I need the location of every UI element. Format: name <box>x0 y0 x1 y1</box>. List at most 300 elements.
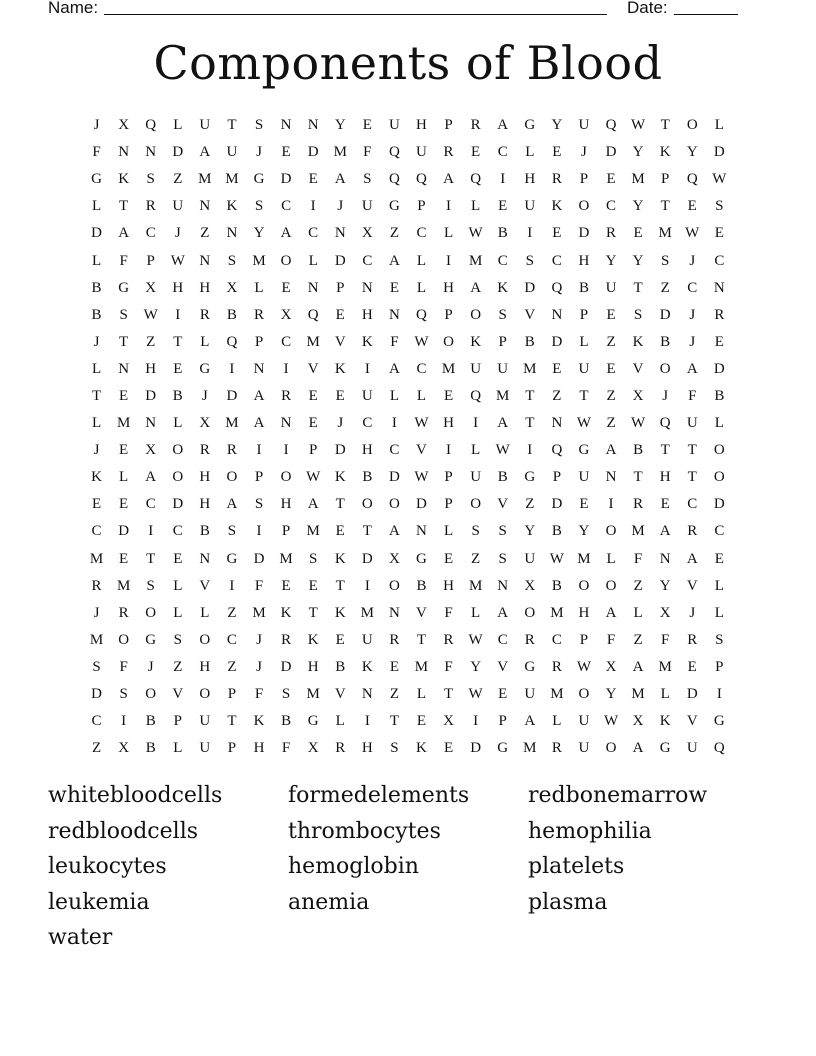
grid-letter: Q <box>388 144 400 161</box>
grid-letter: V <box>686 577 698 594</box>
grid-row <box>83 220 733 247</box>
grid-letter: P <box>498 713 507 730</box>
grid-letter: D <box>388 469 400 486</box>
grid-row <box>83 112 733 139</box>
grid-letter: H <box>199 658 211 675</box>
grid-letter: W <box>143 306 158 323</box>
grid-letter: P <box>254 333 264 350</box>
grid-letter: M <box>279 550 293 567</box>
grid-letter: A <box>686 360 698 377</box>
grid-letter: Z <box>227 658 237 675</box>
grid-letter: F <box>606 631 616 648</box>
grid-letter: Z <box>552 387 562 404</box>
grid-letter: I <box>229 360 235 377</box>
grid-letter: W <box>414 469 429 486</box>
grid-letter: L <box>471 442 481 459</box>
grid-letter: C <box>389 442 400 459</box>
grid-letter: X <box>307 740 319 757</box>
grid-letter: B <box>362 469 373 486</box>
grid-letter: H <box>307 658 319 675</box>
grid-letter: J <box>174 225 181 242</box>
grid-letter: O <box>578 686 590 703</box>
grid-letter: L <box>91 198 102 215</box>
grid-letter: J <box>201 387 208 404</box>
grid-letter: E <box>606 360 616 377</box>
grid-letter: X <box>632 387 644 404</box>
grid-letter: M <box>550 604 564 621</box>
grid-letter: Z <box>606 333 616 350</box>
grid-letter: K <box>118 171 130 188</box>
grid-letter: E <box>119 387 129 404</box>
grid-letter: U <box>361 631 373 648</box>
grid-letter: B <box>633 442 644 459</box>
grid-letter: O <box>199 686 211 703</box>
grid-letter: N <box>118 144 130 161</box>
grid-row <box>83 573 733 600</box>
grid-letter: F <box>254 686 264 703</box>
grid-letter: E <box>389 279 399 296</box>
grid-letter: S <box>119 686 128 703</box>
grid-letter: U <box>361 198 373 215</box>
grid-letter: U <box>497 360 509 377</box>
grid-letter: Q <box>713 740 725 757</box>
grid-letter: E <box>471 144 481 161</box>
grid-letter: L <box>552 713 562 730</box>
grid-letter: N <box>280 117 292 134</box>
grid-letter: H <box>253 740 265 757</box>
grid-letter: A <box>497 415 509 432</box>
grid-letter: I <box>446 198 452 215</box>
grid-letter: A <box>307 496 319 513</box>
grid-letter: K <box>416 740 427 757</box>
grid-letter: C <box>281 198 292 215</box>
grid-letter: H <box>361 442 373 459</box>
grid-letter: E <box>606 171 616 188</box>
grid-letter: E <box>633 225 643 242</box>
grid-letter: E <box>552 144 562 161</box>
grid-letter: R <box>281 387 292 404</box>
grid-row <box>83 491 733 518</box>
grid-letter: S <box>471 523 480 540</box>
grid-letter: P <box>444 496 453 513</box>
grid-letter: P <box>552 469 562 486</box>
grid-letter: J <box>337 415 344 432</box>
grid-letter: P <box>579 306 589 323</box>
word-bank <box>48 780 768 958</box>
grid-letter: D <box>524 279 536 296</box>
grid-row <box>83 735 733 762</box>
grid-letter: O <box>470 306 482 323</box>
grid-letter: H <box>443 415 454 432</box>
grid-letter: R <box>199 442 210 459</box>
grid-letter: I <box>121 713 127 730</box>
grid-letter: I <box>446 442 452 459</box>
grid-letter: L <box>389 387 399 404</box>
grid-letter: I <box>364 577 370 594</box>
grid-letter: T <box>443 686 454 703</box>
grid-letter: X <box>145 279 157 296</box>
grid-letter: A <box>605 442 617 459</box>
grid-letter: O <box>172 442 184 459</box>
grid-letter: C <box>687 496 698 513</box>
grid-letter: E <box>606 306 616 323</box>
grid-letter: Q <box>226 333 238 350</box>
grid-row <box>83 464 733 491</box>
grid-letter: E <box>119 550 129 567</box>
grid-letter: H <box>199 279 211 296</box>
grid-letter: D <box>361 550 373 567</box>
grid-letter: T <box>335 496 345 513</box>
grid-letter: M <box>496 387 510 404</box>
grid-letter: W <box>549 550 564 567</box>
grid-letter: X <box>388 550 400 567</box>
grid-letter: A <box>632 658 644 675</box>
grid-letter: E <box>552 225 562 242</box>
grid-letter: T <box>687 442 697 459</box>
grid-letter: G <box>524 469 536 486</box>
grid-letter: Y <box>578 523 590 540</box>
grid-letter: G <box>388 198 400 215</box>
grid-letter: J <box>689 252 696 269</box>
grid-letter: Z <box>146 333 156 350</box>
grid-letter: D <box>416 496 427 513</box>
grid-letter: V <box>416 442 427 459</box>
grid-letter: M <box>631 171 645 188</box>
grid-letter: H <box>443 577 454 594</box>
grid-letter: I <box>473 713 479 730</box>
grid-row <box>83 518 733 545</box>
grid-letter: B <box>199 523 210 540</box>
grid-letter: Q <box>551 279 563 296</box>
grid-letter: T <box>525 415 535 432</box>
grid-letter: L <box>416 686 427 703</box>
grid-letter: S <box>227 523 237 540</box>
grid-letter: P <box>417 198 426 215</box>
grid-letter: H <box>199 469 211 486</box>
word-bank-item: redbloodcells <box>48 818 199 844</box>
grid-letter: M <box>116 577 131 594</box>
grid-letter: U <box>578 117 590 134</box>
grid-letter: N <box>497 577 509 594</box>
grid-letter: L <box>416 387 427 404</box>
grid-letter: R <box>389 631 400 648</box>
grid-letter: W <box>414 333 429 350</box>
grid-letter: Y <box>686 144 698 161</box>
grid-letter: S <box>633 306 643 323</box>
grid-row <box>83 681 733 708</box>
grid-letter: G <box>416 550 427 567</box>
grid-letter: I <box>229 577 235 594</box>
grid-row <box>83 437 733 464</box>
grid-letter: S <box>254 117 264 134</box>
grid-letter: N <box>145 415 157 432</box>
grid-letter: M <box>252 252 266 269</box>
grid-letter: M <box>550 686 564 703</box>
grid-letter: A <box>524 713 536 730</box>
grid-letter: C <box>145 496 156 513</box>
grid-letter: E <box>714 333 724 350</box>
grid-letter: Z <box>227 604 237 621</box>
grid-letter: O <box>118 631 130 648</box>
grid-letter: O <box>145 604 157 621</box>
grid-letter: A <box>632 740 644 757</box>
grid-letter: O <box>172 469 184 486</box>
grid-row <box>83 654 733 681</box>
grid-letter: T <box>525 387 535 404</box>
grid-letter: U <box>416 144 427 161</box>
grid-letter: A <box>388 252 400 269</box>
grid-letter: L <box>173 577 183 594</box>
grid-letter: H <box>280 496 292 513</box>
grid-letter: M <box>577 550 591 567</box>
grid-letter: M <box>252 604 266 621</box>
grid-letter: U <box>470 360 482 377</box>
grid-letter: C <box>551 631 562 648</box>
grid-letter: L <box>471 198 481 215</box>
grid-letter: F <box>390 333 399 350</box>
grid-letter: M <box>225 171 239 188</box>
grid-letter: L <box>443 523 454 540</box>
grid-letter: J <box>256 631 262 648</box>
grid-letter: X <box>145 442 157 459</box>
grid-letter: A <box>470 279 482 296</box>
grid-letter: N <box>551 415 563 432</box>
grid-letter: N <box>199 198 211 215</box>
grid-letter: O <box>605 523 617 540</box>
grid-letter: O <box>524 604 536 621</box>
grid-letter: S <box>363 171 372 188</box>
name-blank-line[interactable] <box>104 14 607 15</box>
grid-letter: M <box>658 658 672 675</box>
grid-letter: Q <box>551 442 563 459</box>
grid-row <box>83 166 733 193</box>
grid-letter: O <box>199 631 211 648</box>
grid-letter: L <box>471 604 481 621</box>
grid-letter: T <box>227 713 237 730</box>
grid-letter: T <box>308 604 318 621</box>
grid-letter: E <box>335 306 345 323</box>
grid-letter: E <box>443 550 454 567</box>
grid-letter: R <box>551 171 562 188</box>
grid-letter: K <box>334 604 346 621</box>
grid-letter: K <box>632 333 644 350</box>
grid-letter: S <box>390 740 399 757</box>
grid-letter: H <box>578 604 590 621</box>
grid-letter: N <box>199 252 211 269</box>
grid-letter: L <box>254 279 264 296</box>
grid-letter: Y <box>605 252 617 269</box>
grid-letter: K <box>91 469 102 486</box>
grid-letter: C <box>606 198 617 215</box>
grid-letter: F <box>119 252 128 269</box>
grid-letter: U <box>605 279 617 296</box>
word-bank-item: leukemia <box>48 889 150 915</box>
grid-letter: E <box>714 550 724 567</box>
grid-letter: E <box>443 387 454 404</box>
grid-letter: O <box>470 496 482 513</box>
grid-letter: V <box>497 496 509 513</box>
grid-letter: B <box>91 306 102 323</box>
grid-letter: O <box>226 469 238 486</box>
grid-letter: N <box>199 550 211 567</box>
grid-letter: U <box>578 740 590 757</box>
grid-letter: N <box>253 360 265 377</box>
grid-letter: J <box>256 658 262 675</box>
word-bank-item: hemoglobin <box>288 854 419 880</box>
grid-letter: E <box>579 496 589 513</box>
grid-letter: L <box>714 604 724 621</box>
grid-letter: V <box>199 577 211 594</box>
grid-letter: J <box>93 333 100 350</box>
grid-letter: D <box>145 387 157 404</box>
grid-letter: S <box>308 550 318 567</box>
grid-letter: P <box>498 333 507 350</box>
grid-letter: U <box>172 198 184 215</box>
grid-letter: Z <box>606 415 616 432</box>
grid-letter: P <box>715 658 724 675</box>
grid-letter: O <box>280 252 292 269</box>
grid-letter: K <box>497 279 509 296</box>
grid-letter: T <box>579 387 589 404</box>
grid-letter: A <box>226 496 238 513</box>
grid-letter: R <box>335 740 346 757</box>
grid-letter: Q <box>686 171 698 188</box>
grid-letter: A <box>145 469 157 486</box>
grid-letter: E <box>335 631 345 648</box>
grid-letter: X <box>118 740 130 757</box>
grid-letter: J <box>147 658 154 675</box>
grid-letter: F <box>444 658 453 675</box>
grid-letter: Y <box>524 523 536 540</box>
grid-letter: F <box>633 550 643 567</box>
grid-letter: O <box>713 442 725 459</box>
grid-letter: E <box>308 577 318 594</box>
grid-letter: C <box>416 225 427 242</box>
grid-letter: L <box>119 469 129 486</box>
grid-letter: J <box>256 144 262 161</box>
grid-letter: S <box>715 631 724 648</box>
grid-letter: E <box>687 658 697 675</box>
grid-letter: I <box>283 360 289 377</box>
grid-letter: M <box>225 415 239 432</box>
grid-letter: U <box>524 686 536 703</box>
grid-letter: M <box>523 360 537 377</box>
grid-letter: P <box>336 279 345 296</box>
grid-letter: W <box>576 415 592 432</box>
grid-letter: B <box>714 387 725 404</box>
date-blank-line[interactable] <box>674 14 738 15</box>
word-bank-item: whitebloodcells <box>48 783 223 808</box>
grid-letter: U <box>199 740 211 757</box>
grid-letter: P <box>579 171 589 188</box>
grid-letter: R <box>443 631 454 648</box>
grid-letter: P <box>661 171 670 188</box>
page-title: Components of Blood <box>153 36 663 90</box>
grid-row <box>83 356 733 383</box>
grid-letter: M <box>306 333 320 350</box>
grid-letter: H <box>578 252 590 269</box>
grid-letter: P <box>308 442 318 459</box>
grid-letter: Z <box>173 171 183 188</box>
grid-letter: X <box>524 577 536 594</box>
grid-letter: S <box>281 686 291 703</box>
grid-letter: B <box>551 523 562 540</box>
grid-letter: Y <box>632 144 644 161</box>
grid-letter: T <box>687 469 697 486</box>
grid-letter: X <box>280 306 292 323</box>
grid-letter: O <box>686 117 698 134</box>
word-bank-item: water <box>48 925 113 951</box>
grid-letter: C <box>91 713 102 730</box>
grid-row <box>83 708 733 735</box>
grid-letter: M <box>468 252 483 269</box>
name-label: Name: <box>48 0 99 17</box>
grid-letter: I <box>716 686 722 703</box>
grid-letter: A <box>280 225 292 242</box>
grid-letter: A <box>334 171 346 188</box>
grid-letter: I <box>527 225 533 242</box>
grid-letter: E <box>281 144 291 161</box>
grid-letter: T <box>389 713 399 730</box>
grid-letter: E <box>498 686 508 703</box>
grid-letter: A <box>253 387 265 404</box>
grid-letter: T <box>227 117 237 134</box>
grid-letter: Z <box>200 225 210 242</box>
grid-letter: I <box>283 442 289 459</box>
grid-letter: X <box>605 658 617 675</box>
grid-letter: D <box>307 144 319 161</box>
word-search-grid <box>83 112 733 762</box>
grid-letter: P <box>579 631 589 648</box>
grid-letter: R <box>524 631 535 648</box>
grid-letter: R <box>687 631 698 648</box>
grid-letter: D <box>713 496 725 513</box>
grid-letter: H <box>524 171 536 188</box>
grid-letter: K <box>334 360 346 377</box>
grid-letter: B <box>416 577 427 594</box>
grid-letter: F <box>254 577 264 594</box>
word-bank-item: redbonemarrow <box>528 783 708 808</box>
grid-letter: F <box>119 658 128 675</box>
grid-letter: U <box>199 713 211 730</box>
grid-letter: B <box>281 713 292 730</box>
grid-letter: W <box>495 442 510 459</box>
grid-letter: Y <box>632 252 644 269</box>
grid-letter: O <box>605 577 617 594</box>
grid-letter: I <box>608 496 614 513</box>
grid-letter: C <box>497 144 508 161</box>
grid-letter: N <box>551 306 563 323</box>
grid-letter: U <box>470 469 482 486</box>
grid-letter: I <box>256 523 262 540</box>
grid-letter: C <box>551 252 562 269</box>
grid-letter: E <box>416 713 427 730</box>
grid-letter: K <box>253 713 265 730</box>
grid-letter: I <box>148 523 154 540</box>
grid-letter: B <box>524 333 535 350</box>
grid-letter: L <box>579 333 589 350</box>
grid-letter: R <box>281 631 292 648</box>
grid-letter: U <box>388 117 400 134</box>
grid-letter: E <box>687 198 697 215</box>
grid-letter: S <box>498 550 507 567</box>
grid-letter: N <box>361 279 373 296</box>
grid-letter: S <box>227 252 237 269</box>
grid-letter: J <box>93 442 100 459</box>
grid-letter: V <box>172 686 184 703</box>
grid-letter: G <box>145 631 157 648</box>
grid-letter: I <box>473 415 479 432</box>
